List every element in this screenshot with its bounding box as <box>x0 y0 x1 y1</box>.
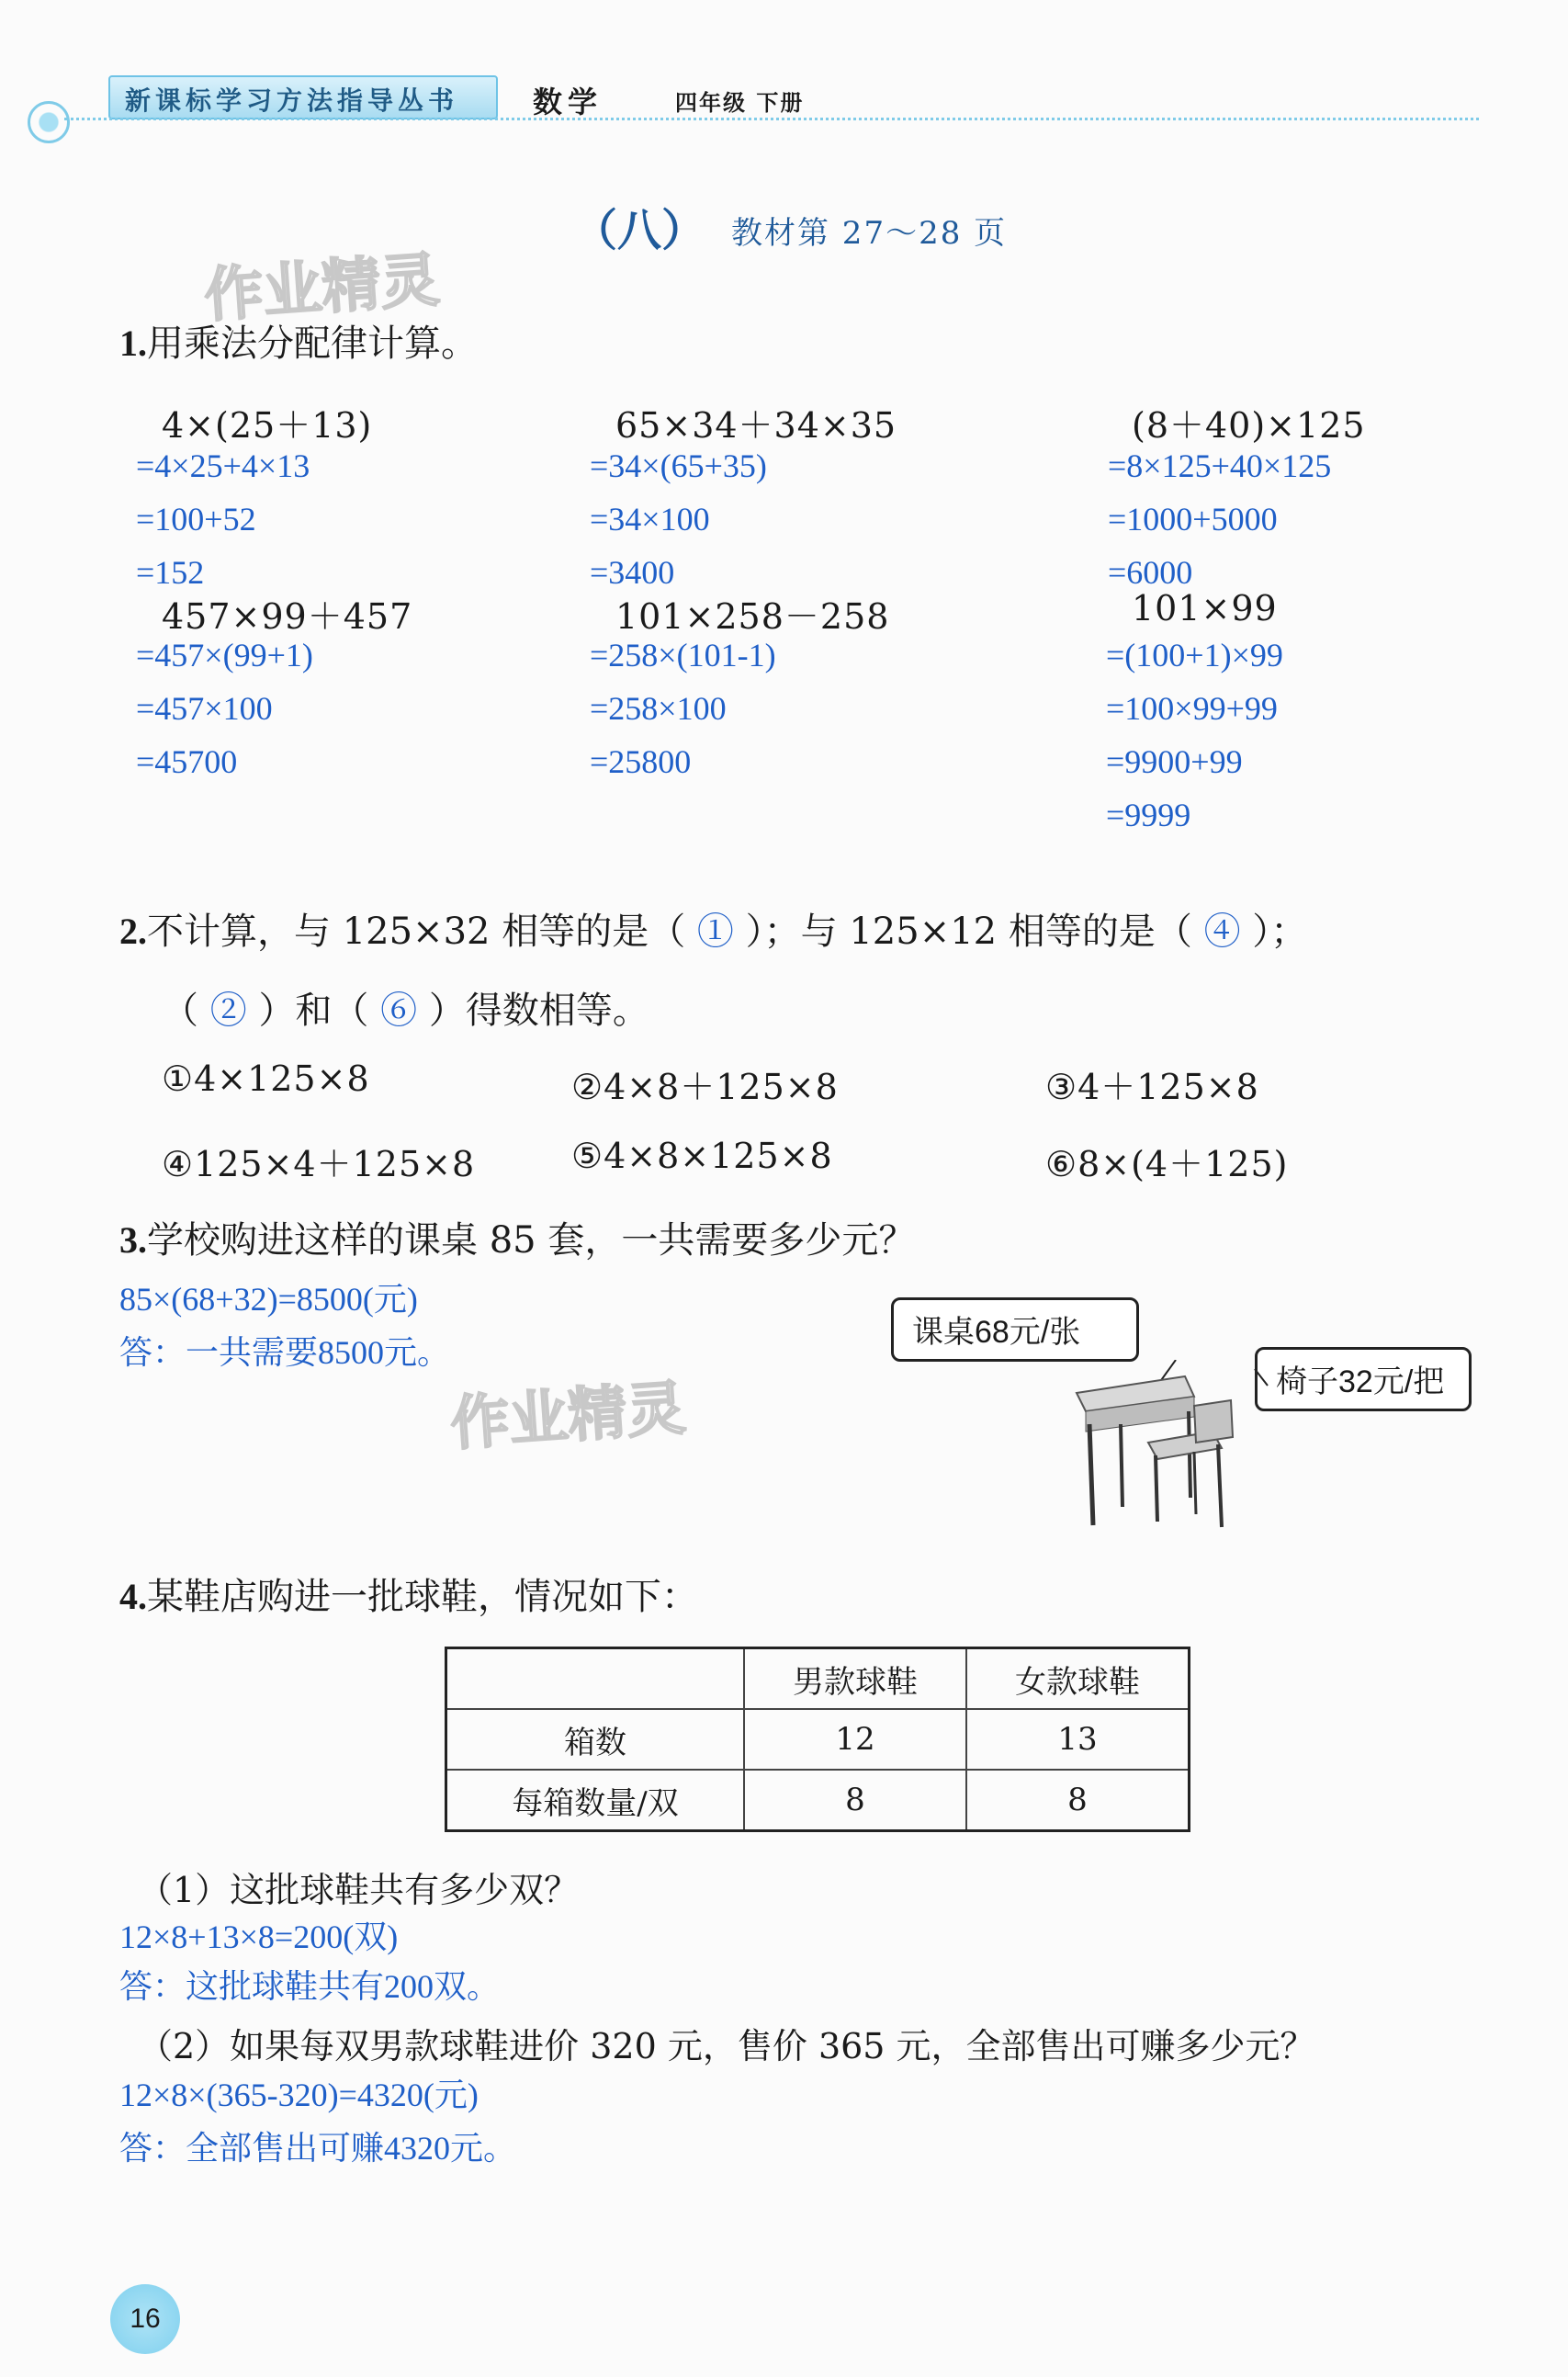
q1-answer-step: =6000 <box>1108 554 1193 591</box>
header-divider <box>64 118 1479 120</box>
table-header-row <box>446 1648 1190 1710</box>
q4-subquestion-1: （1）这批球鞋共有多少双？ <box>138 1870 580 1910</box>
q1-answer-step: =100×99+99 <box>1106 690 1278 727</box>
q4-prompt <box>119 1568 698 1620</box>
q1-answer-step: =3400 <box>590 554 675 591</box>
q1-answer-step: =457×100 <box>136 690 273 727</box>
q4-sub2-statement: 答：全部售出可赚4320元。 <box>119 2130 517 2167</box>
q1-problem-expression: 4×(25＋13) <box>162 405 373 446</box>
q1-answer-step: =258×(101-1) <box>590 637 776 673</box>
table-row <box>446 1709 1190 1770</box>
q1-answer-step: =457×(99+1) <box>136 637 313 673</box>
header-series: 新课标学习方法指导丛书 <box>125 85 459 116</box>
q2-answer-blank: ⑥ <box>380 990 418 1032</box>
table-header-cell <box>446 1648 745 1710</box>
q4-sub1-statement: 答：这批球鞋共有200双。 <box>119 1968 501 2005</box>
q2-answer-blank: ② <box>209 990 247 1032</box>
watermark: 作业精灵 <box>448 1375 688 1459</box>
q2-option: ⑤4×8×125×8 <box>571 1136 833 1176</box>
q2-text: ）和（ <box>258 990 369 1032</box>
q2-option: ④125×4＋125×8 <box>162 1144 476 1184</box>
q1-number: 1. <box>119 323 147 364</box>
q2-option: ①4×125×8 <box>162 1058 370 1099</box>
section-pages: 教材第 27～28 页 <box>731 215 1008 252</box>
q1-answer-step: =152 <box>136 554 205 591</box>
desk-and-chair-illustration <box>1056 1360 1277 1534</box>
desk-price-callout: 课桌68元/张 <box>891 1297 1139 1362</box>
q1-answer-step: =25800 <box>590 743 692 780</box>
q3-number: 3. <box>119 1219 147 1261</box>
shoe-purchase-table <box>445 1647 1190 1832</box>
q1-problem-expression: 457×99＋457 <box>162 596 413 637</box>
q3-answer-statement: 答：一共需要8500元。 <box>119 1334 451 1371</box>
table-cell: 13 <box>966 1709 1190 1770</box>
table-row <box>446 1770 1190 1831</box>
header-subject: 数学 <box>533 85 604 119</box>
q1-answer-step: =258×100 <box>590 690 727 727</box>
q1-answer-step: =34×100 <box>590 501 710 538</box>
table-cell: 8 <box>744 1770 966 1831</box>
table-cell: 箱数 <box>446 1709 745 1770</box>
q4-subquestion-2: （2）如果每双男款球鞋进价 320 元，售价 365 元，全部售出可赚多少元？ <box>138 2026 1315 2066</box>
section-title: （八） <box>573 205 706 256</box>
q1-answer-step: =100+52 <box>136 501 256 538</box>
header-ornament-icon <box>28 101 70 143</box>
q4-sub1-equation: 12×8+13×8=200(双) <box>119 1919 399 1955</box>
q1-problem-expression: (8＋40)×125 <box>1132 405 1366 446</box>
q2-answer-blank: ① <box>696 911 734 953</box>
q4-text: 某鞋店购进一批球鞋，情况如下： <box>147 1576 698 1618</box>
q3-prompt <box>119 1211 915 1263</box>
q2-number: 2. <box>119 911 147 952</box>
chair-price-callout: 椅子32元/把 <box>1255 1347 1472 1411</box>
table-cell: 8 <box>966 1770 1190 1831</box>
q1-prompt <box>119 314 478 367</box>
q2-text: ）；与 125×12 相等的是（ <box>745 911 1192 953</box>
q2-option: ②4×8＋125×8 <box>571 1067 839 1107</box>
q1-answer-step: =9999 <box>1106 797 1191 833</box>
q1-answer-step: =9900+99 <box>1106 743 1243 780</box>
q1-answer-step: =45700 <box>136 743 238 780</box>
q4-sub2-equation: 12×8×(365-320)=4320(元) <box>119 2077 479 2113</box>
q3-text: 学校购进这样的课桌 85 套，一共需要多少元？ <box>147 1219 916 1262</box>
page-number: 16 <box>110 2284 180 2354</box>
table-header-cell: 女款球鞋 <box>966 1648 1190 1710</box>
q2-answer-blank: ④ <box>1203 911 1241 953</box>
q1-problem-expression: 65×34＋34×35 <box>615 405 897 446</box>
q4-number: 4. <box>119 1576 147 1617</box>
q2-option: ③4＋125×8 <box>1045 1067 1259 1107</box>
q2-option: ⑥8×(4＋125) <box>1045 1144 1289 1184</box>
q1-answer-step: =4×25+4×13 <box>136 447 310 484</box>
q1-text: 用乘法分配律计算。 <box>147 323 478 365</box>
q1-problem-expression: 101×99 <box>1132 588 1278 628</box>
watermark: 作业精灵 <box>202 246 442 331</box>
q1-answer-step: =(100+1)×99 <box>1106 637 1283 673</box>
table-cell: 12 <box>744 1709 966 1770</box>
q3-answer-equation: 85×(68+32)=8500(元) <box>119 1281 418 1318</box>
q2-text: ）得数相等。 <box>428 990 649 1032</box>
q1-answer-step: =1000+5000 <box>1108 501 1278 538</box>
q1-problem-expression: 101×258－258 <box>615 596 890 637</box>
q1-answer-step: =8×125+40×125 <box>1108 447 1332 484</box>
q2-text: （ <box>162 990 198 1032</box>
table-header-cell: 男款球鞋 <box>744 1648 966 1710</box>
table-cell: 每箱数量/双 <box>446 1770 745 1831</box>
q2-text: 不计算，与 125×32 相等的是（ <box>147 911 686 953</box>
q1-answer-step: =34×(65+35) <box>590 447 767 484</box>
q2-text: ）； <box>1252 911 1308 953</box>
q2-line2 <box>162 981 649 1034</box>
header-grade: 四年级 下册 <box>675 90 805 116</box>
q2-line1 <box>119 902 1307 955</box>
